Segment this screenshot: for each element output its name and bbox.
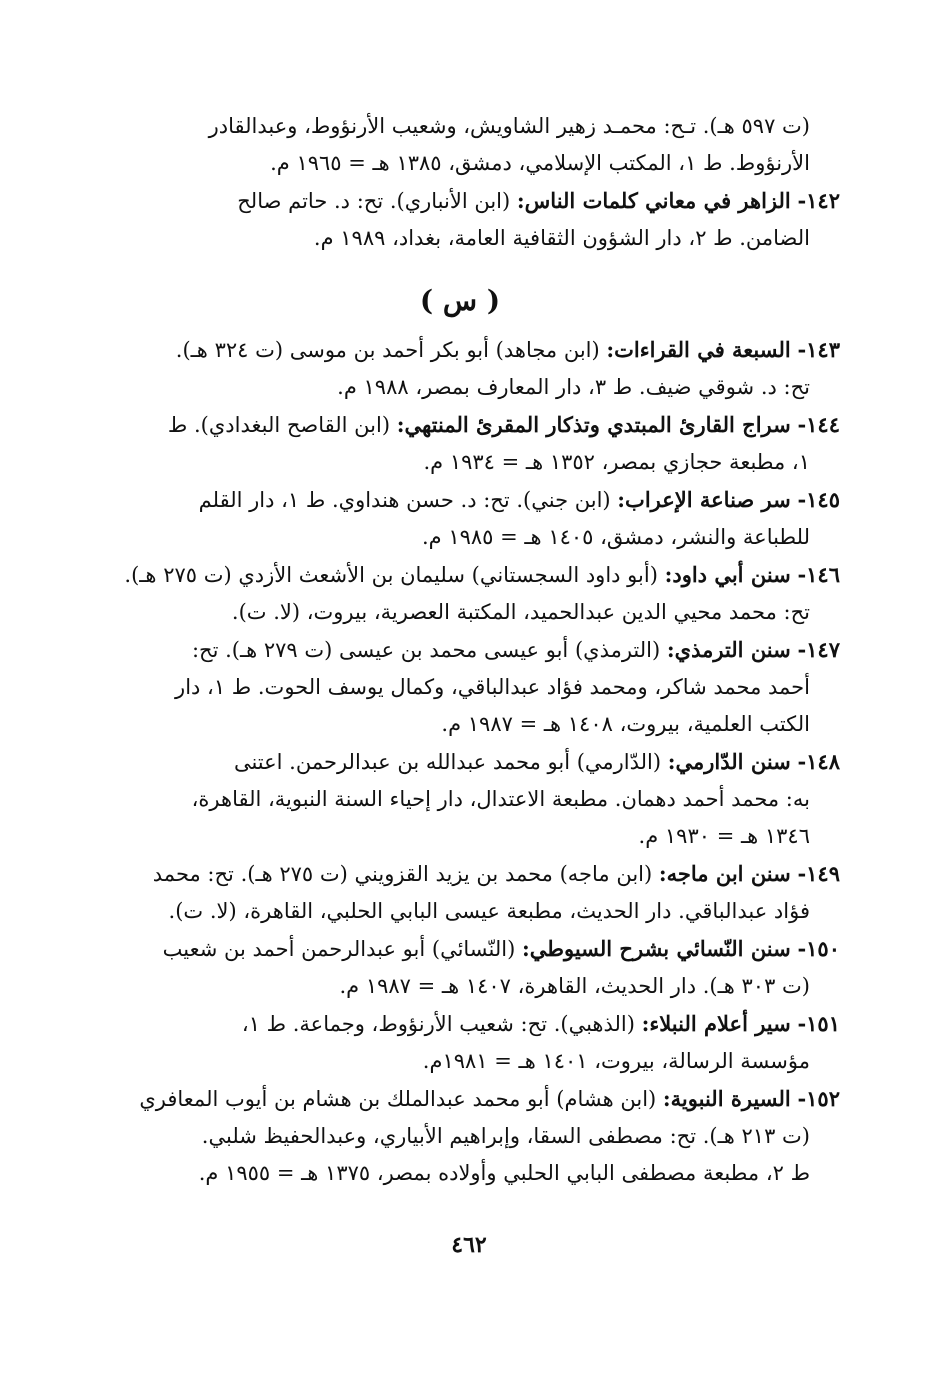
entry-line: للطباعة والنشر، دمشق، ١٤٠٥ هـ = ١٩٨٥ م.: [421, 525, 810, 549]
entry-title: سير أعلام النبلاء:: [641, 1011, 791, 1036]
entry-title: الزاهر في معاني كلمات الناس:: [516, 188, 791, 213]
entry-author: (ابن القاصح البغدادي). ط: [167, 413, 391, 437]
entry-first-line: [80, 1080, 840, 1118]
entry-line: به: محمد أحمد دهمان. مطبعة الاعتدال، دار إحياء السنة النبوية، القاهرة،: [191, 787, 810, 811]
entry-title: السبعة في القراءات:: [606, 337, 791, 362]
entry-title: سر صناعة الإعراب:: [617, 487, 791, 512]
entry-first-line: [80, 556, 840, 594]
entry-line: ١٣٤٦ هـ = ١٩٣٠ م.: [638, 824, 810, 848]
bibliography-entry: [80, 1080, 840, 1192]
section-heading: ( س ): [419, 284, 501, 317]
entry-number: ١٤٦-: [797, 562, 840, 587]
entry-number: ١٤٢-: [797, 188, 840, 213]
entry-title: سنن النّسائي بشرح السيوطي:: [522, 936, 791, 961]
entry-number: ١٥٢-: [797, 1086, 840, 1111]
entry-number: ١٤٩-: [797, 861, 840, 886]
entry-author: (ابن جني). تح: د. حسن هنداوي. ط ١، دار القلم: [198, 488, 611, 512]
continued-entry: [80, 108, 840, 182]
bibliography-entry: [80, 556, 840, 631]
entry-first-line: [80, 1005, 840, 1043]
entry-author: (الدّارمي) أبو محمد عبدالله بن عبدالرحمن. اعتنى: [233, 750, 662, 774]
entry-number: ١٤٨-: [797, 749, 840, 774]
entry-first-line: [80, 406, 840, 444]
entry-number: ١٤٥-: [797, 487, 840, 512]
entry-first-line: [80, 743, 840, 781]
entry-author: (أبو داود السجستاني) سليمان بن الأشعث الأزدي (ت ٢٧٥ هـ).: [124, 563, 658, 587]
entry-line: الكتب العلمية، بيروت، ١٤٠٨ هـ = ١٩٨٧ م.: [441, 712, 810, 736]
entry-line: (ت ٣٠٣ هـ). دار الحديث، القاهرة، ١٤٠٧ هـ = ١٩٨٧ م.: [339, 974, 810, 998]
entry-number: ١٤٣-: [797, 337, 840, 362]
entry-first-line: [80, 930, 840, 968]
entry-number: ١٥٠-: [797, 936, 840, 961]
entry-author: (الذهبي). تح: شعيب الأرنؤوط، وجماعة. ط ١،: [241, 1012, 635, 1036]
entry-line: الضامن. ط ٢، دار الشؤون الثقافية العامة، بغداد، ١٩٨٩ م.: [313, 226, 810, 250]
page-number: ٤٦٢: [451, 1232, 487, 1258]
entry-first-line: [80, 331, 840, 369]
entry-title: السيرة النبوية:: [662, 1086, 791, 1111]
entry-line: فؤاد عبدالباقي. دار الحديث، مطبعة عيسى البابي الحلبي، القاهرة، (لا. ت).: [168, 899, 810, 923]
entry-author: (ابن الأنباري). تح: د. حاتم صالح: [237, 189, 511, 213]
entry-title: سنن الدّارمي:: [667, 749, 791, 774]
entry-line: (ت ٥٩٧ هـ). تـح: محمـد زهير الشاويش، وشعيب الأرنؤوط، وعبدالقادر: [208, 114, 810, 138]
entry-first-line: [80, 631, 840, 669]
entry-title: سراج القارئ المبتدي وتذكار المقرئ المنتهي:: [396, 412, 791, 437]
entry-author: (الترمذي) أبو عيسى محمد بن عيسى (ت ٢٧٩ هـ). تح:: [191, 638, 661, 662]
bibliography-entry: [80, 481, 840, 556]
entry-author: (ابن مجاهد) أبو بكر أحمد بن موسى (ت ٣٢٤ هـ).: [175, 338, 600, 362]
entry-first-line: [80, 182, 840, 220]
bibliography-entry-142: [80, 182, 840, 257]
bibliography-entry: [80, 331, 840, 406]
entry-first-line: [80, 855, 840, 893]
entry-title: سنن أبي داود:: [664, 562, 791, 587]
entry-line: تح: محمد محيي الدين عبدالحميد، المكتبة العصرية، بيروت، (لا. ت).: [231, 600, 810, 624]
entry-author: (النّسائي) أبو عبدالرحمن أحمد بن شعيب: [162, 937, 516, 961]
entry-line: أحمد محمد شاكر، ومحمد فؤاد عبدالباقي، وكمال يوسف الحوت. ط ١، دار: [175, 675, 810, 699]
entry-author: (ابن هشام) أبو محمد عبدالملك بن هشام بن أيوب المعافري: [139, 1087, 657, 1111]
entry-number: ١٥١-: [797, 1011, 840, 1036]
entry-number: ١٤٤-: [797, 412, 840, 437]
entry-author: (ابن ماجه) محمد بن يزيد القزويني (ت ٢٧٥ هـ). تح: محمد: [152, 862, 653, 886]
entry-line: (ت ٢١٣ هـ). تح: مصطفى السقا، وإبراهيم الأبياري، وعبدالحفيظ شلبي.: [201, 1124, 810, 1148]
bibliography-entry: [80, 1005, 840, 1080]
entry-line: تح: د. شوقي ضيف. ط ٣، دار المعارف بمصر، ١٩٨٨ م.: [337, 375, 810, 399]
entry-line: ط ٢، مطبعة مصطفى البابي الحلبي وأولاده بمصر، ١٣٧٥ هـ = ١٩٥٥ م.: [198, 1161, 810, 1185]
entry-line: ١، مطبعة حجازي بمصر، ١٣٥٢ هـ = ١٩٣٤ م.: [423, 450, 810, 474]
bibliography-entry: [80, 855, 840, 930]
bibliography-page: [80, 108, 840, 1192]
entry-title: سنن الترمذي:: [666, 637, 791, 662]
entry-title: سنن ابن ماجه:: [658, 861, 791, 886]
bibliography-entry: [80, 631, 840, 743]
entry-line: مؤسسة الرسالة، بيروت، ١٤٠١ هـ = ١٩٨١م.: [422, 1049, 810, 1073]
bibliography-entry: [80, 930, 840, 1005]
bibliography-entry: [80, 743, 840, 855]
entry-line: الأرنؤوط. ط ١، المكتب الإسلامي، دمشق، ١٣٨٥ هـ = ١٩٦٥ م.: [270, 151, 810, 175]
entry-first-line: [80, 481, 840, 519]
bibliography-entry: [80, 406, 840, 481]
entry-number: ١٤٧-: [797, 637, 840, 662]
entries-list: [80, 331, 840, 1192]
